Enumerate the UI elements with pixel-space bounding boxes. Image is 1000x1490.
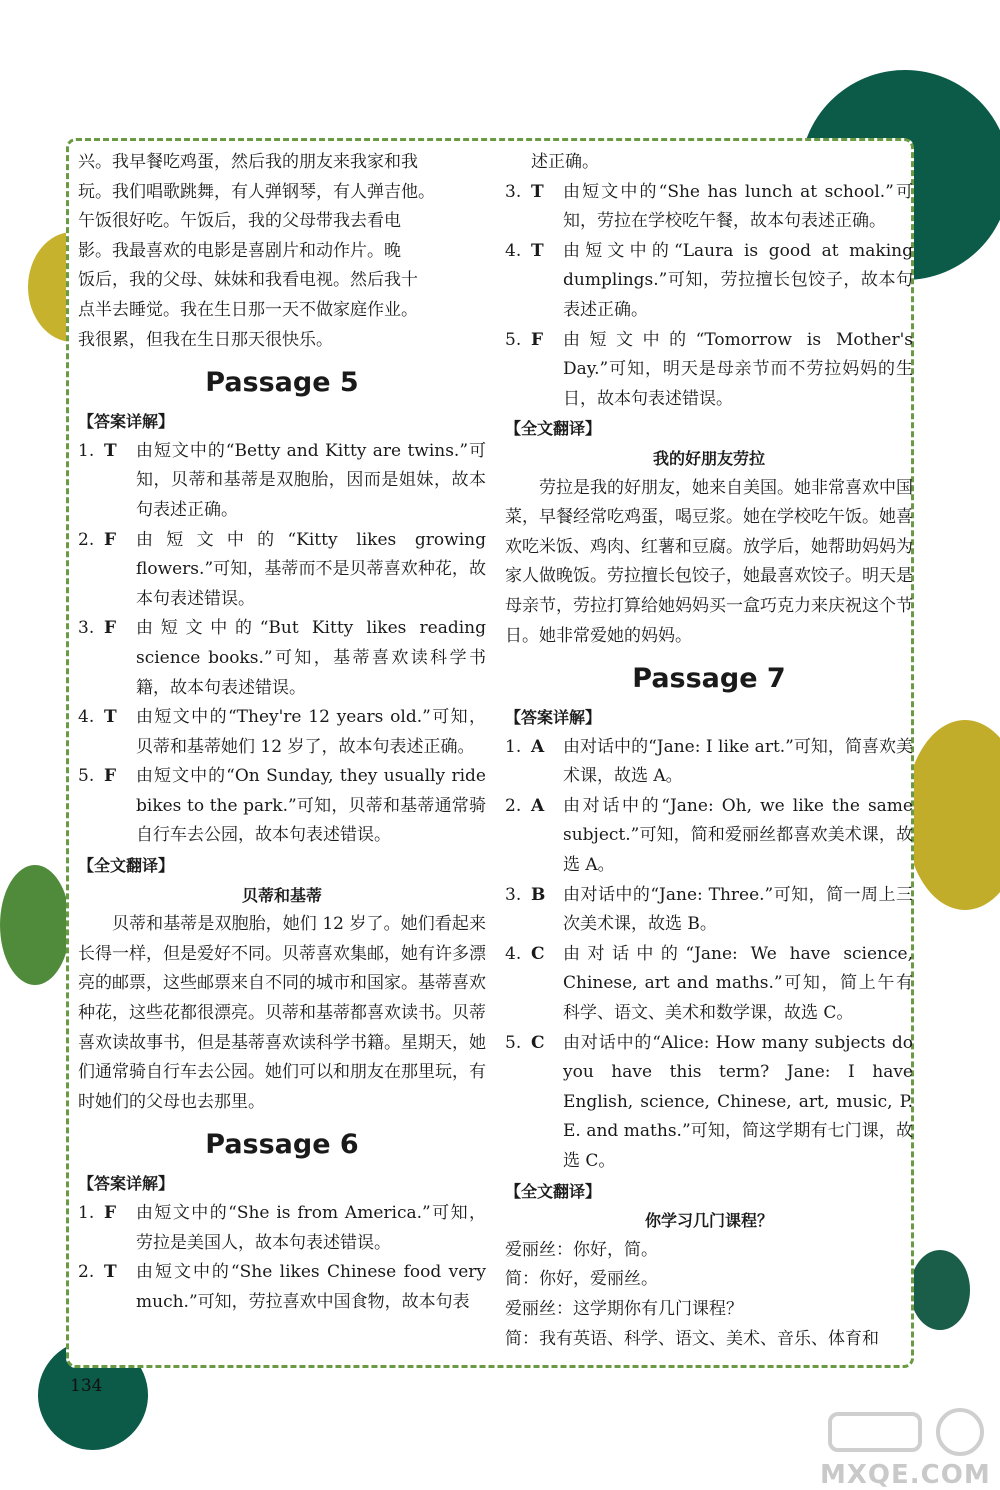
decorative-circle-right-green — [910, 1250, 970, 1330]
item-answer: A — [531, 736, 545, 757]
item-answer: F — [104, 618, 117, 639]
answer-item — [78, 437, 486, 526]
item-explanation: 由短文中的“On Sunday, they usually ride bikes to the park.”可知，贝蒂和基蒂通常骑自行车去公园，故本句表述错误。 — [136, 766, 486, 846]
dialogue-line: 简：你好，爱丽丝。 — [505, 1269, 658, 1290]
intro-line: 我很累，但我在生日那天很快乐。 — [78, 329, 333, 350]
page-number: 134 — [70, 1376, 103, 1396]
right-column — [505, 148, 913, 1354]
intro-line: 点半去睡觉。我在生日那一天不做家庭作业。 — [78, 299, 418, 320]
item-answer: F — [104, 529, 117, 550]
item-number: 5. — [505, 1032, 522, 1053]
item-number: 4. — [505, 943, 522, 964]
item-explanation: 由短文中的“But Kitty likes reading science books.”可知，基蒂喜欢读科学书籍，故本句表述错误。 — [136, 618, 486, 698]
passage-7-translation-heading: 【全文翻译】 — [505, 1181, 602, 1201]
item-number: 5. — [78, 766, 95, 787]
item-number: 3. — [505, 884, 522, 905]
passage-7-answers-heading: 【答案详解】 — [505, 708, 602, 728]
answer-item — [505, 733, 913, 792]
intro-line: 兴。我早餐吃鸡蛋，然后我的朋友来我家和我 — [78, 152, 418, 172]
answer-item — [505, 178, 913, 237]
item-number: 3. — [78, 618, 95, 639]
item-answer: B — [531, 884, 546, 905]
answer-item — [78, 614, 486, 703]
answer-item — [78, 1258, 486, 1317]
passage-5-translation-title: 贝蒂和基蒂 — [241, 885, 322, 905]
item-explanation: 由对话中的“Jane: Three.”可知，简一周上三次美术课，故选 B。 — [563, 884, 913, 935]
item-number: 4. — [505, 240, 522, 261]
answer-item — [505, 792, 913, 881]
item-explanation: 由短文中的“They're 12 years old.”可知，贝蒂和基蒂她们 12 岁了，故本句表述正确。 — [136, 707, 486, 757]
item-explanation: 由对话中的“Jane: We have science, Chinese, art and maths.”可知，简上午有科学、语文、美术和数学课，故选 C。 — [563, 943, 913, 1024]
intro-paragraph — [78, 148, 486, 355]
answer-item — [505, 326, 913, 415]
watermark-text: MXQE.COM — [820, 1460, 991, 1490]
item-explanation: 由短文中的“Betty and Kitty are twins.”可知，贝蒂和基蒂是双胞胎，因而是姐妹，故本句表述正确。 — [136, 440, 486, 520]
item-explanation: 由短文中的“Laura is good at making dumplings.”可知，劳拉擅长包饺子，故本句表述正确。 — [563, 240, 913, 320]
item-number: 2. — [505, 795, 522, 816]
item-explanation: 由短文中的“Tomorrow is Mother's Day.”可知，明天是母亲节而不劳拉妈妈的生日，故本句表述错误。 — [563, 329, 913, 409]
passage-6-translation: 劳拉是我的好朋友，她来自美国。她非常喜欢中国菜，早餐经常吃鸡蛋，喝豆浆。她在学校吃午饭。她喜欢吃米饭、鸡肉、红薯和豆腐。放学后，她帮助妈妈为家人做晚饭。劳拉擅长包饺子，她最喜欢饺子。明天是母亲节，劳拉打算给她妈妈买一盒巧克力来庆祝这个节日。她非常爱她的妈妈。 — [505, 477, 913, 646]
item-answer: C — [531, 943, 545, 964]
intro-line: 午饭很好吃。午饭后，我的父母带我去看电 — [78, 211, 401, 232]
item-number: 4. — [78, 707, 95, 728]
answer-item — [78, 703, 486, 762]
item-number: 5. — [505, 329, 522, 350]
answer-item — [78, 526, 486, 615]
item-number: 3. — [505, 181, 522, 202]
item-explanation: 述正确。 — [531, 152, 599, 172]
item-answer: T — [531, 240, 544, 261]
passage-6-title: Passage 6 — [205, 1129, 359, 1161]
item-answer: F — [104, 1203, 117, 1223]
item-explanation: 由对话中的“Jane: I like art.”可知，简喜欢美术课，故选 A。 — [563, 736, 913, 787]
item-number: 1. — [78, 440, 95, 461]
item-explanation: 由短文中的“She has lunch at school.”可知，劳拉在学校吃午餐，故本句表述正确。 — [563, 181, 913, 232]
passage-5-title: Passage 5 — [205, 367, 359, 399]
item-answer: A — [531, 795, 545, 816]
answer-item — [505, 1029, 913, 1177]
intro-line: 玩。我们唱歌跳舞，有人弹钢琴，有人弹吉他。 — [78, 181, 435, 202]
item-number-spacer — [505, 148, 531, 178]
passage-7-translation-title: 你学习几门课程？ — [644, 1211, 773, 1231]
passage-5-answers-heading: 【答案详解】 — [78, 412, 175, 432]
item-number: 2. — [78, 529, 95, 550]
dialogue-line: 爱丽丝：这学期你有几门课程？ — [505, 1298, 743, 1319]
answer-item-continued — [505, 148, 913, 178]
intro-line: 影。我最喜欢的电影是喜剧片和动作片。晚 — [78, 240, 401, 261]
item-answer: T — [104, 440, 117, 461]
passage-7-title: Passage 7 — [632, 663, 786, 695]
answer-item — [505, 237, 913, 326]
item-answer: T — [531, 181, 544, 202]
item-answer: F — [531, 329, 544, 350]
item-number: 2. — [78, 1262, 95, 1283]
passage-6-answers-heading: 【答案详解】 — [78, 1174, 175, 1194]
item-number: 1. — [505, 736, 522, 757]
intro-line: 饭后，我的父母、妹妹和我看电视。然后我十 — [78, 270, 418, 291]
answer-item — [505, 940, 913, 1029]
decorative-circle-right-yellow — [905, 720, 1000, 910]
passage-5-translation-heading: 【全文翻译】 — [78, 856, 175, 876]
answer-item — [78, 762, 486, 851]
left-column — [78, 148, 486, 1317]
dialogue-line: 爱丽丝：你好，简。 — [505, 1239, 658, 1260]
passage-6-translation-heading: 【全文翻译】 — [505, 419, 602, 439]
item-answer: T — [104, 1262, 117, 1283]
item-explanation: 由对话中的“Alice: How many subjects do you have this term? Jane: I have English, science, Chinese, art, music, P. E. and maths.”可知，简这学期有七门课，故选 C。 — [563, 1032, 913, 1171]
answer-item — [505, 881, 913, 940]
item-explanation: 由对话中的“Jane: Oh, we like the same subject.”可知，简和爱丽丝都喜欢美术课，故选 A。 — [563, 795, 913, 876]
answer-item — [78, 1199, 486, 1258]
item-answer: F — [104, 766, 117, 787]
passage-6-translation-title: 我的好朋友劳拉 — [652, 448, 765, 468]
item-explanation: 由短文中的“She is from America.”可知，劳拉是美国人，故本句表述错误。 — [136, 1203, 486, 1253]
item-number: 1. — [78, 1203, 95, 1223]
item-answer: C — [531, 1032, 545, 1053]
dialogue-line: 简：我有英语、科学、语文、美术、音乐、体育和 — [505, 1328, 879, 1349]
item-answer: T — [104, 707, 117, 728]
decorative-circle-left-green — [0, 865, 70, 985]
passage-5-translation: 贝蒂和基蒂是双胞胎，她们 12 岁了。她们看起来长得一样，但是爱好不同。贝蒂喜欢集邮，她有许多漂亮的邮票，这些邮票来自不同的城市和国家。基蒂喜欢种花，这些花都很漂亮。贝蒂和基蒂都喜欢读书。贝蒂喜欢读故事书，但是基蒂喜欢读科学书籍。星期天，她们通常骑自行车去公园。她们可以和朋友在那里玩，有时她们的父母也去那里。 — [78, 914, 486, 1112]
item-explanation: 由短文中的“Kitty likes growing flowers.”可知，基蒂而不是贝蒂喜欢种花，故本句表述错误。 — [136, 529, 486, 609]
item-explanation: 由短文中的“She likes Chinese food very much.”可知，劳拉喜欢中国食物，故本句表 — [136, 1262, 486, 1312]
